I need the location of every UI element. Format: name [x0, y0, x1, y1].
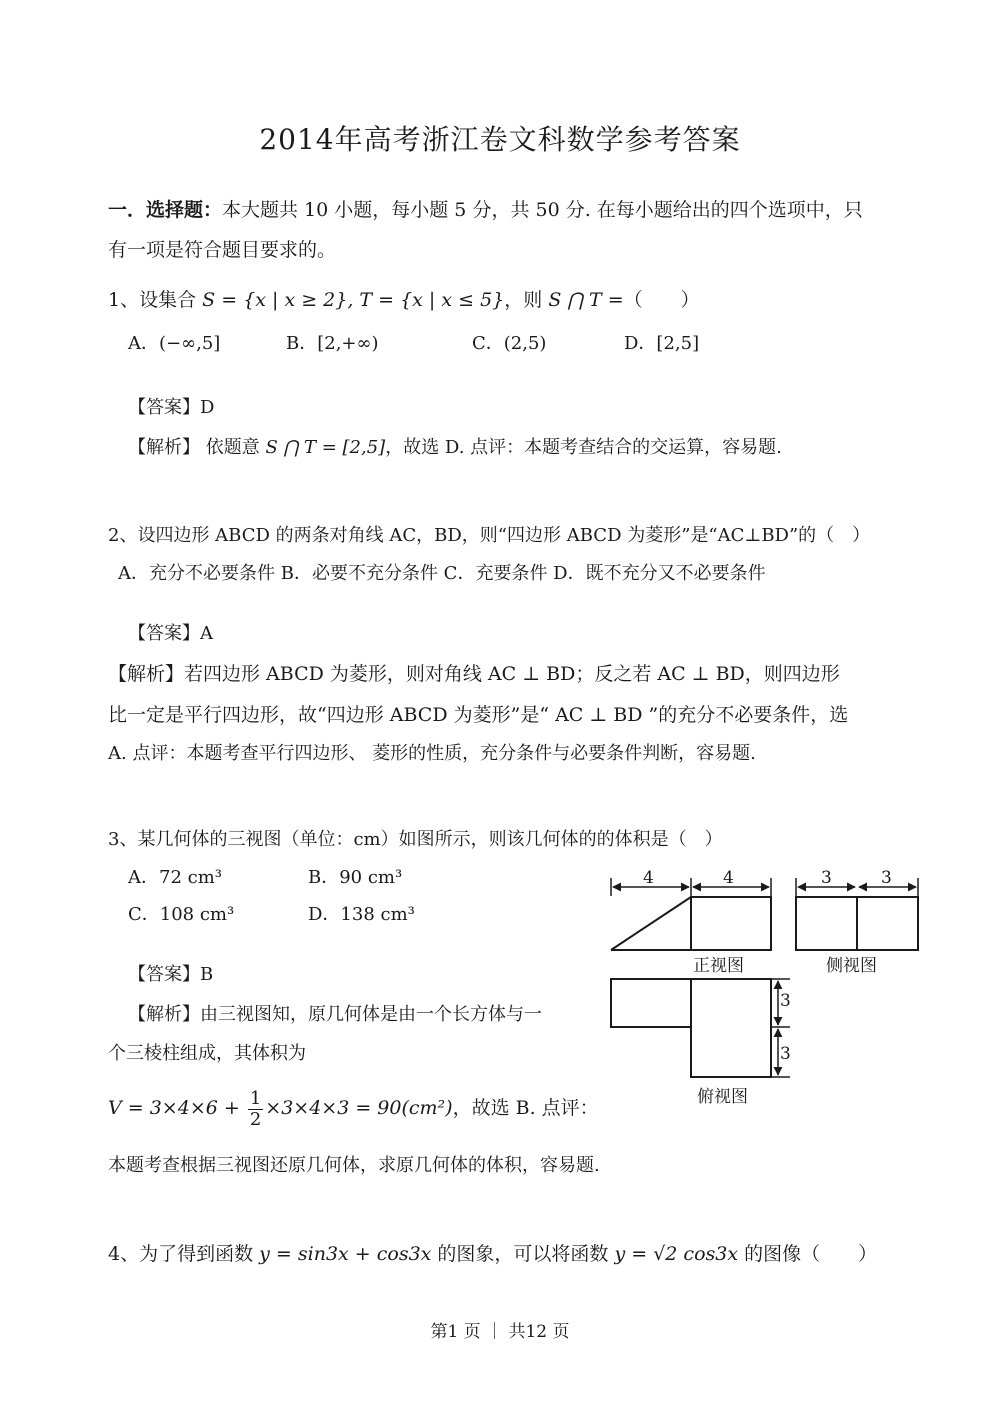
q1-stem-end: =（ ） [601, 289, 700, 311]
q3-analysis-line-1: 【解析】由三视图知，原几何体是由一个长方体与一 [128, 1004, 542, 1025]
q4-math-1: y = sin3x + cos3x [259, 1243, 432, 1265]
q1-option-d: D．[2,5] [624, 333, 700, 354]
q1-option-b: B．[2,+∞) [286, 333, 379, 354]
q3-stem: 3、某几何体的三视图（单位：cm）如图所示，则该几何体的的体积是（ ） [108, 829, 723, 850]
formula-numerator: 1 [249, 1087, 262, 1109]
side-view-label: 侧视图 [826, 956, 877, 976]
front-dimension-lines [611, 878, 771, 896]
q3-answer: 【答案】B [128, 964, 214, 985]
q2-analysis-line-3: A. 点评：本题考查平行四边形、 菱形的性质，充分条件与必要条件判断，容易题. [108, 743, 756, 764]
front-dim-left-label: 4 [643, 868, 654, 888]
q1-option-c: C．(2,5) [472, 333, 547, 354]
q1-stem-mid: ，则 [504, 289, 549, 311]
q2-analysis-line-1: 【解析】若四边形 ABCD 为菱形，则对角线 AC ⊥ BD；反之若 AC ⊥ BD，则四边形 [108, 663, 840, 685]
q1-analysis-text-b: ，故选 D. 点评：本题考查结合的交运算，容易题. [385, 437, 782, 458]
q1-analysis [128, 436, 782, 460]
q3-analysis-line-4: 本题考查根据三视图还原几何体，求原几何体的体积，容易题. [108, 1155, 600, 1176]
side-dim-right-label: 3 [881, 868, 892, 888]
top-dim-lower-label: 3 [780, 1044, 791, 1064]
top-view-label: 俯视图 [697, 1087, 748, 1107]
q2-stem: 2、设四边形 ABCD 的两条对角线 AC，BD，则“四边形 ABCD 为菱形”是“AC⊥BD”的（ ） [108, 525, 871, 546]
side-dimension-lines [796, 878, 918, 896]
front-view-label: 正视图 [693, 956, 744, 976]
q1-answer: 【答案】D [128, 397, 215, 418]
front-view-shape [611, 897, 771, 950]
formula-left: V = 3×4×6 + [108, 1097, 246, 1119]
q1-analysis-label: 【解析】 [128, 437, 200, 458]
three-view-figure [600, 860, 930, 1110]
formula-fraction [248, 1089, 263, 1130]
side-dim-left-label: 3 [821, 868, 832, 888]
front-dim-right-label: 4 [723, 868, 734, 888]
q3-option-b: B．90 cm³ [308, 867, 403, 888]
q1-analysis-math: S ⋂ T = [2,5] [265, 437, 386, 458]
q3-option-d: D．138 cm³ [308, 904, 415, 925]
q1-stem-math: S = {x | x ≥ 2}, T = {x | x ≤ 5} [202, 289, 505, 311]
q4-stem-b: 的图象，可以将函数 [431, 1243, 615, 1265]
section-intro-line-1 [108, 198, 863, 222]
q2-analysis-line-2: 比一定是平行四边形，故“四边形 ABCD 为菱形”是“ AC ⊥ BD ”的充分不必要条件，选 [108, 704, 849, 726]
q1-stem-prefix: 1、设集合 [108, 289, 203, 311]
side-view-shape [796, 897, 918, 950]
q4-stem [108, 1242, 877, 1266]
q3-option-c: C．108 cm³ [128, 904, 235, 925]
q3-option-a: A．72 cm³ [128, 867, 222, 888]
q4-math-2: y = √2 cos3x [614, 1243, 739, 1265]
page-footer: 第1 页 ｜ 共12 页 [430, 1322, 570, 1342]
q3-analysis-line-2: 个三棱柱组成，其体积为 [108, 1043, 306, 1064]
formula-denominator: 2 [249, 1108, 262, 1130]
page-title: 2014年高考浙江卷文科数学参考答案 [259, 123, 741, 156]
q1-option-a: A．(−∞,5] [128, 333, 221, 354]
q4-stem-a: 4、为了得到函数 [108, 1243, 260, 1265]
q2-answer: 【答案】A [128, 623, 213, 644]
section-intro-text: 本大题共 10 小题，每小题 5 分，共 50 分. 在每小题给出的四个选项中，只 [222, 199, 863, 221]
section-intro-line-2: 有一项是符合题目要求的。 [108, 239, 337, 261]
formula-tail: ，故选 B. 点评： [452, 1097, 599, 1119]
q4-stem-c: 的图像（ ） [738, 1243, 878, 1265]
section-heading: 一．选择题： [108, 199, 223, 221]
formula-right: ×3×4×3 = 90(cm²) [265, 1097, 453, 1119]
top-dim-upper-label: 3 [780, 991, 791, 1011]
q2-options: A．充分不必要条件 B．必要不充分条件 C．充要条件 D．既不充分又不必要条件 [118, 563, 766, 584]
q1-analysis-text-a: 依题意 [200, 437, 266, 458]
top-view-shape [611, 979, 771, 1077]
q3-volume-formula [108, 1088, 599, 1130]
q1-stem [108, 288, 700, 312]
q1-stem-math2: S ⋂ T [548, 289, 602, 311]
